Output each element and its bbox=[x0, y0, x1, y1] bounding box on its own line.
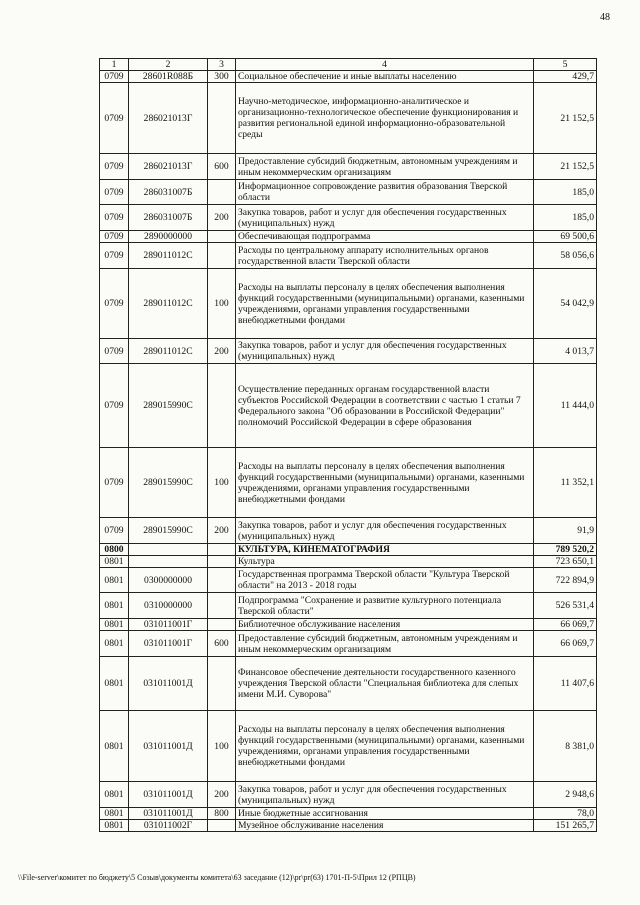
cell-c4: Закупка товаров, работ и услуг для обеспечения государственных (муниципальных) нужд bbox=[236, 205, 534, 231]
cell-c5: 429,7 bbox=[534, 71, 597, 83]
cell-c1: 0801 bbox=[100, 593, 129, 619]
table-row bbox=[100, 782, 597, 808]
table-row bbox=[100, 593, 597, 619]
cell-c3 bbox=[208, 83, 236, 154]
cell-c3: 600 bbox=[208, 154, 236, 180]
cell-c4: Обеспечивающая подпрограмма bbox=[236, 231, 534, 243]
cell-c2: 286021013Г bbox=[129, 83, 208, 154]
header-col-5: 5 bbox=[534, 59, 597, 71]
cell-c4: Предоставление субсидий бюджетным, автономным учреждениям и иным некоммерческим организациям bbox=[236, 631, 534, 657]
header-col-1: 1 bbox=[100, 59, 129, 71]
table-row bbox=[100, 180, 597, 205]
cell-c3 bbox=[208, 619, 236, 631]
cell-c4: Предоставление субсидий бюджетным, автономным учреждениям и иным некоммерческим организациям bbox=[236, 154, 534, 180]
cell-c3 bbox=[208, 556, 236, 568]
table-row bbox=[100, 808, 597, 820]
cell-c1: 0709 bbox=[100, 269, 129, 339]
cell-c4: Музейное обслуживание населения bbox=[236, 820, 534, 832]
cell-c2: 286031007Б bbox=[129, 180, 208, 205]
cell-c3 bbox=[208, 544, 236, 556]
cell-c2: 2890000000 bbox=[129, 231, 208, 243]
cell-c1: 0709 bbox=[100, 364, 129, 448]
cell-c3: 300 bbox=[208, 71, 236, 83]
cell-c2 bbox=[129, 544, 208, 556]
cell-c2: 0310000000 bbox=[129, 593, 208, 619]
table-row bbox=[100, 231, 597, 243]
header-row bbox=[100, 59, 597, 71]
header-col-2: 2 bbox=[129, 59, 208, 71]
cell-c3 bbox=[208, 593, 236, 619]
cell-c4: Финансовое обеспечение деятельности государственного казенного учреждения Тверской области "Специальная библиотека для слепых имени М.И. Суворова" bbox=[236, 657, 534, 711]
budget-table-body bbox=[100, 59, 597, 832]
cell-c3 bbox=[208, 180, 236, 205]
cell-c4: Расходы на выплаты персоналу в целях обеспечения выполнения функций государственными (муниципальными) органами, казенными учреждениями, органами управления государственными внебюджетными фондами bbox=[236, 711, 534, 782]
cell-c1: 0801 bbox=[100, 657, 129, 711]
table-row bbox=[100, 657, 597, 711]
cell-c3: 800 bbox=[208, 808, 236, 820]
cell-c1: 0709 bbox=[100, 448, 129, 518]
cell-c3: 100 bbox=[208, 711, 236, 782]
table-row bbox=[100, 556, 597, 568]
cell-c5: 21 152,5 bbox=[534, 83, 597, 154]
cell-c5: 185,0 bbox=[534, 180, 597, 205]
cell-c2: 289011012С bbox=[129, 243, 208, 269]
cell-c2: 289015990С bbox=[129, 364, 208, 448]
budget-table bbox=[99, 58, 597, 832]
cell-c1: 0709 bbox=[100, 205, 129, 231]
cell-c1: 0709 bbox=[100, 154, 129, 180]
cell-c5: 78,0 bbox=[534, 808, 597, 820]
cell-c4: Подпрограмма "Сохранение и развитие культурного потенциала Тверской области" bbox=[236, 593, 534, 619]
cell-c3 bbox=[208, 231, 236, 243]
cell-c5: 4 013,7 bbox=[534, 339, 597, 364]
cell-c1: 0801 bbox=[100, 619, 129, 631]
cell-c1: 0801 bbox=[100, 631, 129, 657]
page-number: 48 bbox=[600, 12, 610, 23]
cell-c1: 0709 bbox=[100, 231, 129, 243]
cell-c4: Осуществление переданных органам государственной власти субъектов Российской Федерации в соответствии с частью 1 статьи 7 Федерального закона "Об образовании в Российской Федерации" полномочий Российской Федерации в сфере образования bbox=[236, 364, 534, 448]
cell-c4: Государственная программа Тверской области "Культура Тверской области" на 2013 - 2018 годы bbox=[236, 568, 534, 593]
cell-c2: 031011001Д bbox=[129, 808, 208, 820]
cell-c2: 031011001Д bbox=[129, 657, 208, 711]
cell-c5: 21 152,5 bbox=[534, 154, 597, 180]
cell-c5: 185,0 bbox=[534, 205, 597, 231]
cell-c5: 789 520,2 bbox=[534, 544, 597, 556]
table-row bbox=[100, 619, 597, 631]
cell-c5: 66 069,7 bbox=[534, 631, 597, 657]
table-row bbox=[100, 71, 597, 83]
cell-c3: 100 bbox=[208, 269, 236, 339]
cell-c1: 0709 bbox=[100, 518, 129, 544]
cell-c1: 0709 bbox=[100, 339, 129, 364]
cell-c2: 289015990С bbox=[129, 448, 208, 518]
cell-c4: Расходы по центральному аппарату исполнительных органов государственной власти Тверской области bbox=[236, 243, 534, 269]
file-path-footer: \\File-server\комитет по бюджету\5 Созыв\документы комитета\63 заседание (12)\pr\pr(63) 1701-П-5\Прил 12 (РПЦВ) bbox=[18, 873, 416, 882]
table-row bbox=[100, 243, 597, 269]
cell-c4: Социальное обеспечение и иные выплаты населению bbox=[236, 71, 534, 83]
cell-c1: 0801 bbox=[100, 556, 129, 568]
cell-c4: Закупка товаров, работ и услуг для обеспечения государственных (муниципальных) нужд bbox=[236, 782, 534, 808]
cell-c4: КУЛЬТУРА, КИНЕМАТОГРАФИЯ bbox=[236, 544, 534, 556]
cell-c3: 100 bbox=[208, 448, 236, 518]
cell-c5: 58 056,6 bbox=[534, 243, 597, 269]
cell-c5: 723 650,1 bbox=[534, 556, 597, 568]
cell-c5: 11 407,6 bbox=[534, 657, 597, 711]
table-row bbox=[100, 154, 597, 180]
cell-c1: 0801 bbox=[100, 711, 129, 782]
cell-c4: Культура bbox=[236, 556, 534, 568]
table-row bbox=[100, 820, 597, 832]
cell-c4: Иные бюджетные ассигнования bbox=[236, 808, 534, 820]
cell-c5: 11 444,0 bbox=[534, 364, 597, 448]
cell-c2: 286021013Г bbox=[129, 154, 208, 180]
cell-c4: Научно-методическое, информационно-аналитическое и организационно-технологическое обеспечение функционирования и развития региональной единой информационно-образовательной среды bbox=[236, 83, 534, 154]
cell-c4: Закупка товаров, работ и услуг для обеспечения государственных (муниципальных) нужд bbox=[236, 339, 534, 364]
header-col-4: 4 bbox=[236, 59, 534, 71]
cell-c5: 69 500,6 bbox=[534, 231, 597, 243]
cell-c5: 66 069,7 bbox=[534, 619, 597, 631]
cell-c1: 0801 bbox=[100, 820, 129, 832]
cell-c2: 28601R088Б bbox=[129, 71, 208, 83]
cell-c3: 200 bbox=[208, 205, 236, 231]
cell-c2 bbox=[129, 556, 208, 568]
cell-c2: 0300000000 bbox=[129, 568, 208, 593]
cell-c4: Расходы на выплаты персоналу в целях обеспечения выполнения функций государственными (муниципальными) органами, казенными учреждениями, органами управления государственными внебюджетными фондами bbox=[236, 448, 534, 518]
cell-c1: 0709 bbox=[100, 243, 129, 269]
cell-c3: 200 bbox=[208, 518, 236, 544]
table-row bbox=[100, 568, 597, 593]
cell-c5: 8 381,0 bbox=[534, 711, 597, 782]
cell-c5: 54 042,9 bbox=[534, 269, 597, 339]
cell-c3: 200 bbox=[208, 782, 236, 808]
cell-c2: 286031007Б bbox=[129, 205, 208, 231]
cell-c2: 289015990С bbox=[129, 518, 208, 544]
cell-c3 bbox=[208, 820, 236, 832]
table-row bbox=[100, 631, 597, 657]
cell-c4: Закупка товаров, работ и услуг для обеспечения государственных (муниципальных) нужд bbox=[236, 518, 534, 544]
table-row bbox=[100, 448, 597, 518]
cell-c4: Библиотечное обслуживание населения bbox=[236, 619, 534, 631]
cell-c4: Расходы на выплаты персоналу в целях обеспечения выполнения функций государственными (муниципальными) органами, казенными учреждениями, органами управления государственными внебюджетными фондами bbox=[236, 269, 534, 339]
table-row bbox=[100, 711, 597, 782]
table-row bbox=[100, 364, 597, 448]
cell-c3 bbox=[208, 364, 236, 448]
table-row bbox=[100, 339, 597, 364]
cell-c5: 151 265,7 bbox=[534, 820, 597, 832]
cell-c5: 2 948,6 bbox=[534, 782, 597, 808]
cell-c3: 600 bbox=[208, 631, 236, 657]
cell-c1: 0801 bbox=[100, 568, 129, 593]
cell-c1: 0801 bbox=[100, 782, 129, 808]
cell-c2: 031011001Г bbox=[129, 631, 208, 657]
cell-c4: Информационное сопровождение развития образования Тверской области bbox=[236, 180, 534, 205]
table-row bbox=[100, 83, 597, 154]
cell-c2: 031011001Д bbox=[129, 711, 208, 782]
cell-c2: 031011001Г bbox=[129, 619, 208, 631]
cell-c2: 031011001Д bbox=[129, 782, 208, 808]
cell-c1: 0801 bbox=[100, 808, 129, 820]
cell-c2: 289011012С bbox=[129, 339, 208, 364]
header-col-3: 3 bbox=[208, 59, 236, 71]
cell-c3: 200 bbox=[208, 339, 236, 364]
cell-c5: 526 531,4 bbox=[534, 593, 597, 619]
cell-c2: 031011002Г bbox=[129, 820, 208, 832]
cell-c1: 0709 bbox=[100, 71, 129, 83]
cell-c5: 11 352,1 bbox=[534, 448, 597, 518]
cell-c3 bbox=[208, 657, 236, 711]
table-row bbox=[100, 518, 597, 544]
cell-c1: 0709 bbox=[100, 83, 129, 154]
cell-c5: 722 894,9 bbox=[534, 568, 597, 593]
table-row bbox=[100, 205, 597, 231]
cell-c1: 0800 bbox=[100, 544, 129, 556]
table-row bbox=[100, 269, 597, 339]
cell-c3 bbox=[208, 568, 236, 593]
cell-c1: 0709 bbox=[100, 180, 129, 205]
cell-c3 bbox=[208, 243, 236, 269]
table-row bbox=[100, 544, 597, 556]
cell-c2: 289011012С bbox=[129, 269, 208, 339]
cell-c5: 91,9 bbox=[534, 518, 597, 544]
